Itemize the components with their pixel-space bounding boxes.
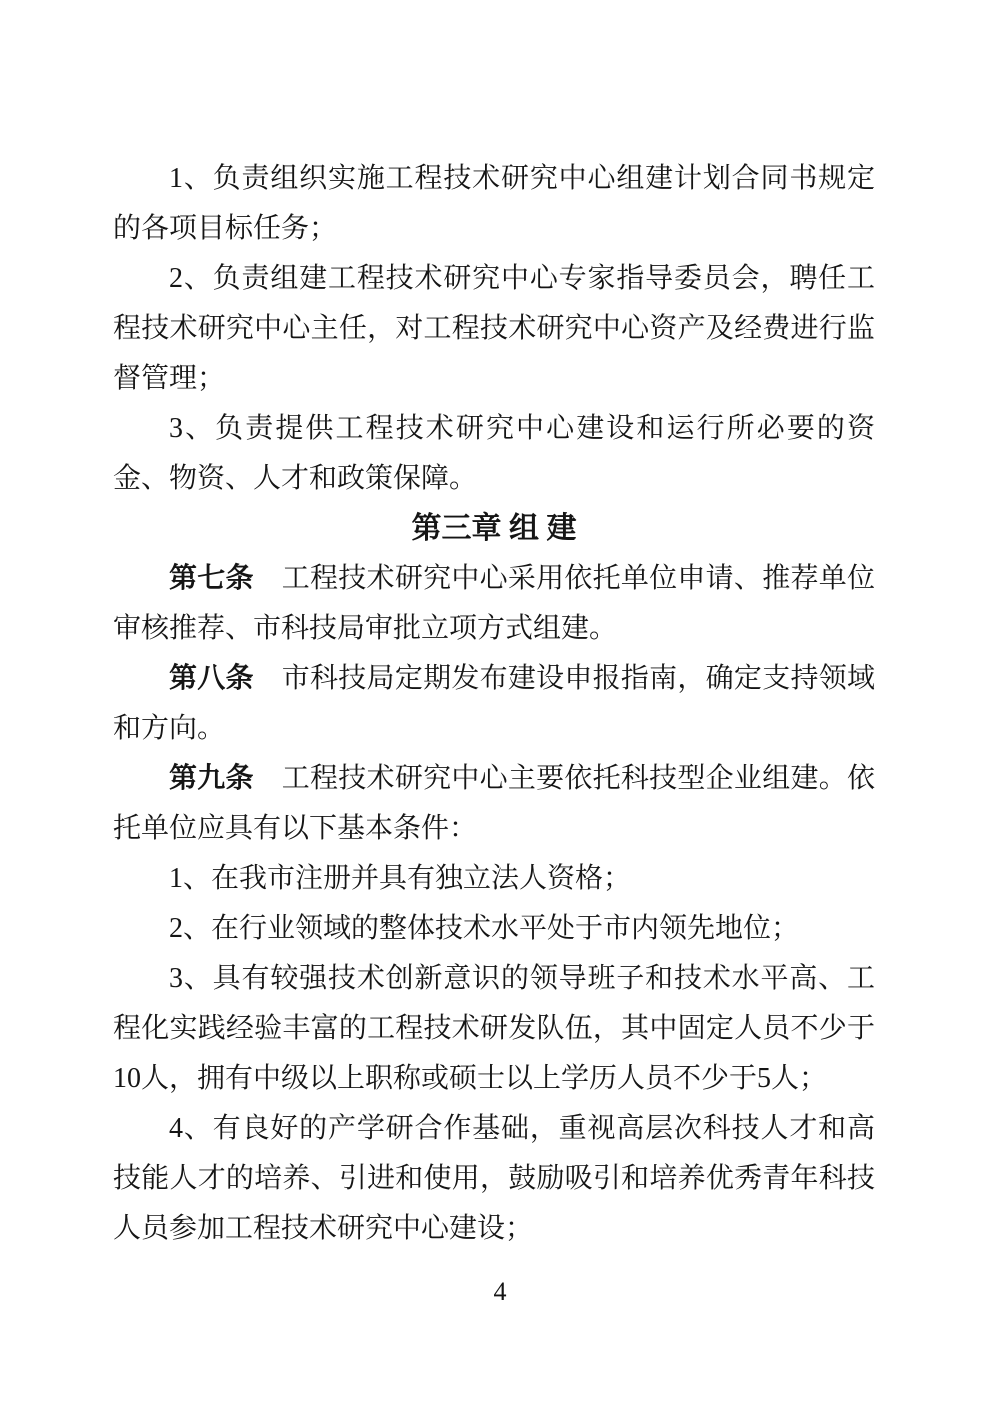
article-number-label: 第九条 (169, 763, 254, 794)
article-number-label: 第七条 (169, 563, 254, 594)
body-paragraph: 2、在行业领域的整体技术水平处于市内领先地位； (169, 913, 800, 944)
article-paragraph (113, 554, 875, 654)
document-body (113, 154, 875, 1254)
body-paragraph: 1、在我市注册并具有独立法人资格； (169, 863, 632, 894)
article-paragraph (113, 754, 875, 854)
body-paragraph: 3、负责提供工程技术研究中心建设和运行所必要的资金、物资、人才和政策保障。 (113, 413, 875, 494)
chapter-heading: 第三章 组 建 (411, 512, 577, 545)
article-number-label: 第八条 (169, 663, 254, 694)
article-text: 市科技局定期发布建设申报指南，确定支持领域和方向。 (113, 663, 875, 744)
page-number: 4 (493, 1277, 507, 1306)
body-paragraph: 2、负责组建工程技术研究中心专家指导委员会，聘任工程技术研究中心主任，对工程技术研究中心资产及经费进行监督管理； (113, 263, 875, 394)
body-paragraph: 4、有良好的产学研合作基础，重视高层次科技人才和高技能人才的培养、引进和使用，鼓励吸引和培养优秀青年科技人员参加工程技术研究中心建设； (113, 1113, 875, 1244)
article-text: 工程技术研究中心采用依托单位申请、推荐单位审核推荐、市科技局审批立项方式组建。 (113, 563, 875, 644)
body-paragraph: 3、具有较强技术创新意识的领导班子和技术水平高、工程化实践经验丰富的工程技术研发队伍，其中固定人员不少于10人，拥有中级以上职称或硕士以上学历人员不少于5人； (113, 963, 875, 1094)
article-paragraph (113, 654, 875, 754)
article-text: 工程技术研究中心主要依托科技型企业组建。依托单位应具有以下基本条件： (113, 763, 875, 844)
body-paragraph: 1、负责组织实施工程技术研究中心组建计划合同书规定的各项目标任务； (113, 163, 875, 244)
